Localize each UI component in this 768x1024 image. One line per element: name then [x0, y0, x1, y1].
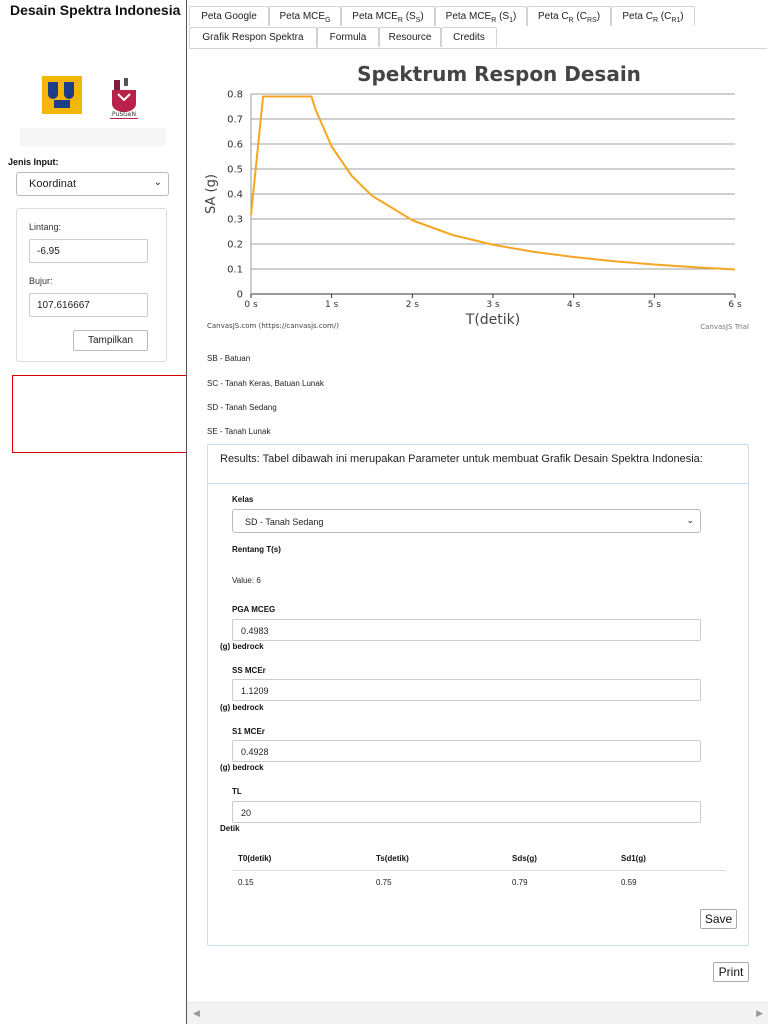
y-tick-label: 0.3 [227, 214, 243, 226]
tab-label-suffix-sub: RS [586, 17, 597, 24]
pusgen-logo-text: PuSGeN [112, 111, 136, 118]
bujur-label: Bujur: [29, 276, 53, 286]
results-divider [208, 483, 748, 484]
tab-peta-mcer-ss[interactable] [341, 6, 435, 26]
tab-label-close: ) [596, 11, 601, 22]
y-tick-label: 0.1 [227, 264, 243, 276]
table-cell-t0: 0.15 [238, 878, 254, 887]
tampilkan-button[interactable]: Tampilkan [73, 330, 148, 351]
site-class-sb: SB - Batuan [207, 354, 251, 363]
lintang-label: Lintang: [29, 222, 62, 232]
tab-label: Peta MCE [352, 11, 398, 22]
tab-label-suffix: (S [496, 11, 510, 22]
x-tick-label: 1 s [325, 300, 339, 310]
tab-label: Peta C [537, 11, 569, 22]
tab-label-sub: R [491, 17, 497, 24]
tab-label-close: ) [512, 11, 517, 22]
s1-unit: (g) bedrock [220, 763, 264, 772]
kelas-label: Kelas [232, 495, 254, 504]
y-axis-label: SA (g) [204, 174, 219, 214]
scroll-left-icon[interactable]: ◀ [193, 1008, 200, 1018]
tab-label-close: ) [420, 11, 424, 22]
canvasjs-credit: CanvasJS.com (https://canvasjs.com/) [207, 322, 339, 330]
table-header-sds: Sds(g) [512, 854, 537, 863]
tab-label-suffix: (C [573, 11, 587, 22]
x-axis-label: T(detik) [465, 312, 521, 328]
jenis-input-select[interactable] [16, 172, 169, 196]
logo-caption-strip [20, 128, 166, 146]
app-title: Desain Spektra Indonesia [10, 2, 181, 18]
chart-title: Spektrum Respon Desain [357, 62, 641, 86]
tab-grafik-respon-spektra[interactable] [189, 27, 317, 49]
save-button[interactable]: Save [700, 909, 737, 929]
tab-label-suffix-sub: 1 [509, 17, 513, 24]
kelas-value: SD - Tanah Sedang [245, 517, 324, 527]
map-placeholder-box [12, 375, 188, 453]
spectrum-chart [193, 56, 753, 336]
site-class-sd: SD - Tanah Sedang [207, 403, 277, 412]
results-panel [207, 444, 749, 946]
sidebar [0, 0, 186, 1024]
tab-peta-mceg[interactable] [269, 6, 341, 26]
tab-peta-google[interactable] [189, 6, 269, 26]
tab-label-sub: R [652, 17, 658, 24]
tab-label-sub: R [568, 17, 574, 24]
site-class-se: SE - Tanah Lunak [207, 427, 271, 436]
tl-input[interactable]: 20 [232, 801, 701, 823]
x-tick-label: 0 s [244, 300, 258, 310]
site-class-sc: SC - Tanah Keras, Batuan Lunak [207, 379, 324, 388]
table-header-sd1: Sd1(g) [621, 854, 646, 863]
main-panel [186, 0, 768, 1024]
coordinate-panel [16, 208, 167, 362]
tab-label: Formula [329, 32, 367, 43]
chevron-down-icon: ⌄ [686, 515, 694, 525]
tl-label: TL [232, 787, 242, 796]
tab-peta-cr-crs[interactable] [527, 6, 611, 26]
pga-input[interactable]: 0.4983 [232, 619, 701, 641]
pusgen-logo [104, 76, 144, 122]
pupr-logo [42, 76, 82, 114]
bujur-input[interactable]: 107.616667 [29, 293, 148, 317]
tab-label-suffix-sub: R1 [671, 17, 681, 24]
tab-credits[interactable] [441, 27, 497, 47]
tab-peta-cr-cr1[interactable] [611, 6, 695, 26]
y-tick-label: 0 [236, 289, 243, 301]
tab-label: Peta MCE [279, 11, 326, 22]
rentang-value: Value: 6 [232, 576, 261, 585]
tab-label-suffix-sub: S [415, 17, 421, 24]
ss-input[interactable]: 1.1209 [232, 679, 701, 701]
table-header-t0: T0(detik) [238, 854, 272, 863]
pga-unit: (g) bedrock [220, 642, 264, 651]
scroll-right-icon[interactable]: ▶ [756, 1008, 763, 1018]
y-tick-label: 0.6 [227, 139, 243, 151]
tab-label-sub: G [325, 17, 331, 24]
tab-label-sub: R [397, 17, 403, 24]
jenis-input-label: Jenis Input: [8, 157, 59, 167]
table-cell-sds: 0.79 [512, 878, 528, 887]
tab-peta-mcer-s1[interactable] [435, 6, 527, 26]
rentang-label: Rentang T(s) [232, 545, 281, 554]
chevron-down-icon: ⌄ [153, 177, 162, 188]
pga-label: PGA MCEG [232, 605, 276, 614]
jenis-input-value: Koordinat [29, 178, 77, 190]
tab-resource[interactable] [379, 27, 441, 47]
tab-bar-divider [189, 48, 767, 49]
tab-label-suffix: (S [402, 11, 416, 22]
horizontal-scrollbar[interactable] [187, 1002, 768, 1024]
table-cell-sd1: 0.59 [621, 878, 637, 887]
tab-label: Grafik Respon Spektra [202, 32, 304, 43]
kelas-select[interactable] [232, 509, 701, 533]
tl-unit: Detik [220, 824, 240, 833]
tab-label: Peta C [622, 11, 653, 22]
tab-bar [187, 0, 768, 50]
table-divider [232, 870, 726, 871]
tab-label: Peta MCE [445, 11, 492, 22]
x-tick-label: 4 s [567, 300, 581, 310]
tab-label: Peta Google [201, 11, 257, 22]
tab-label-suffix: (C [658, 11, 672, 22]
tab-formula[interactable] [317, 27, 379, 47]
s1-input[interactable]: 0.4928 [232, 740, 701, 762]
tab-label: Resource [388, 32, 432, 43]
tab-label-close: ) [680, 11, 684, 22]
tab-label: Credits [453, 32, 485, 43]
table-header-ts: Ts(detik) [376, 854, 409, 863]
ss-label: SS MCEr [232, 666, 266, 675]
print-button[interactable]: Print [713, 962, 749, 982]
results-title: Results: Tabel dibawah ini merupakan Parameter untuk membuat Grafik Desain Spektra Indonesia: [220, 453, 703, 465]
y-tick-label: 0.5 [227, 164, 243, 176]
y-tick-label: 0.8 [227, 89, 243, 101]
y-tick-label: 0.7 [227, 114, 243, 126]
y-tick-label: 0.4 [227, 189, 243, 201]
x-tick-label: 5 s [647, 300, 661, 310]
x-tick-label: 3 s [486, 300, 500, 310]
y-tick-label: 0.2 [227, 239, 243, 251]
table-cell-ts: 0.75 [376, 878, 392, 887]
canvasjs-trial-label: CanvasJS Trial [700, 323, 749, 331]
lintang-input[interactable]: -6.95 [29, 239, 148, 263]
ss-unit: (g) bedrock [220, 703, 264, 712]
x-tick-label: 2 s [405, 300, 419, 310]
x-tick-label: 6 s [728, 300, 742, 310]
s1-label: S1 MCEr [232, 727, 265, 736]
